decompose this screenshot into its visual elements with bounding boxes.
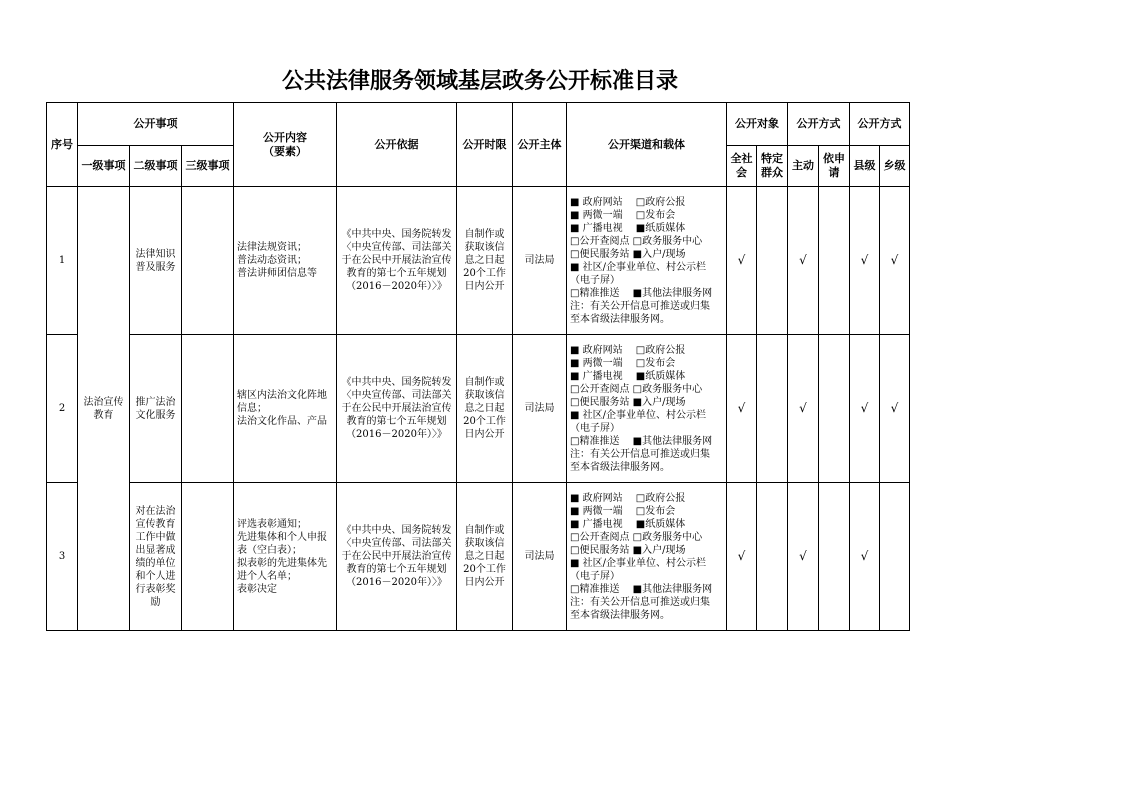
channel-cell [567, 335, 727, 483]
row-seq: 3 [47, 483, 78, 631]
header-target-all: 全社 会 [727, 146, 757, 187]
mode-request-check [819, 187, 850, 335]
channel-line: ■ 政府网站 □政府公报 [570, 344, 686, 356]
target-all-check: √ [727, 483, 757, 631]
basis-cell: 《中共中央、国务院转发 〈中央宣传部、司法部关 于在公民中开展法治宣传 教育的第七个五年规划 （2016－2020年）〉》 [337, 483, 457, 631]
header-target-specific: 特定 群众 [757, 146, 788, 187]
channel-line: ■ 广播电视 ■纸质媒体 [570, 370, 686, 382]
channel-line: □便民服务站 ■入户/现场 [570, 248, 686, 260]
header-subject: 公开主体 [513, 103, 567, 187]
channel-line: ■ 广播电视 ■纸质媒体 [570, 222, 686, 234]
target-specific-check [757, 335, 788, 483]
channel-line: □精准推送 ■其他法律服务网 [570, 435, 713, 447]
target-specific-check [757, 187, 788, 335]
target-all-check: √ [727, 335, 757, 483]
town-check: √ [880, 335, 910, 483]
level3-cell [182, 187, 234, 335]
time-cell: 自制作或 获取该信 息之日起 20个工作 日内公开 [457, 187, 513, 335]
channel-line: □便民服务站 ■入户/现场 [570, 544, 686, 556]
header-seq: 序号 [47, 103, 78, 187]
level3-cell [182, 483, 234, 631]
channel-line: ■ 两微一端 □发布会 [570, 209, 676, 221]
header-time: 公开时限 [457, 103, 513, 187]
county-check: √ [850, 335, 880, 483]
channel-line: 注：有关公开信息可推送或归集 [570, 596, 710, 608]
header-channel: 公开渠道和载体 [567, 103, 727, 187]
header-mode: 公开方式 [788, 103, 850, 146]
mode-active-check: √ [788, 187, 819, 335]
content-cell: 辖区内法治文化阵地 信息； 法治文化作品、产品 [234, 335, 337, 483]
header-level2: 二级事项 [130, 146, 182, 187]
channel-line: ■ 社区/企事业单位、村公示栏 [570, 261, 706, 273]
header-town: 乡级 [880, 146, 910, 187]
channel-line: （电子屏） [570, 570, 620, 582]
channel-line: □精准推送 ■其他法律服务网 [570, 583, 713, 595]
subject-cell: 司法局 [513, 483, 567, 631]
header-county: 县级 [850, 146, 880, 187]
row-seq: 1 [47, 187, 78, 335]
channel-line: ■ 社区/企事业单位、村公示栏 [570, 409, 706, 421]
level2-cell: 推广法治 文化服务 [130, 335, 182, 483]
row-seq: 2 [47, 335, 78, 483]
channel-line: ■ 广播电视 ■纸质媒体 [570, 518, 686, 530]
header-target: 公开对象 [727, 103, 788, 146]
channel-cell [567, 187, 727, 335]
channel-line: 至本省级法律服务网。 [570, 461, 670, 473]
header-mode-active: 主动 [788, 146, 819, 187]
time-cell: 自制作或 获取该信 息之日起 20个工作 日内公开 [457, 335, 513, 483]
page-title: 公共法律服务领域基层政务公开标准目录 [281, 69, 678, 94]
county-check: √ [850, 483, 880, 631]
header-basis: 公开依据 [337, 103, 457, 187]
header-level-mode: 公开方式 [850, 103, 910, 146]
channel-line: （电子屏） [570, 274, 620, 286]
channel-cell [567, 483, 727, 631]
catalog-table [46, 102, 910, 631]
header-level3: 三级事项 [182, 146, 234, 187]
channel-line: 注：有关公开信息可推送或归集 [570, 448, 710, 460]
channel-line: ■ 两微一端 □发布会 [570, 357, 676, 369]
channel-line: 至本省级法律服务网。 [570, 609, 670, 621]
mode-request-check [819, 483, 850, 631]
table-row [47, 187, 910, 335]
channel-line: ■ 政府网站 □政府公报 [570, 492, 686, 504]
subject-cell: 司法局 [513, 187, 567, 335]
level2-cell: 对在法治 宣传教育 工作中做 出显著成 绩的单位 和个人进 行表彰奖 励 [130, 483, 182, 631]
time-cell: 自制作或 获取该信 息之日起 20个工作 日内公开 [457, 483, 513, 631]
channel-line: □公开查阅点 □政务服务中心 [570, 531, 703, 543]
channel-line: （电子屏） [570, 422, 620, 434]
mode-active-check: √ [788, 335, 819, 483]
channel-line: □精准推送 ■其他法律服务网 [570, 287, 713, 299]
content-cell: 法律法规资讯； 普法动态资讯； 普法讲师团信息等 [234, 187, 337, 335]
table-row [47, 483, 910, 631]
level1-cell: 法治宣传 教育 [78, 187, 130, 631]
channel-line: □公开查阅点 □政务服务中心 [570, 383, 703, 395]
town-check [880, 483, 910, 631]
county-check: √ [850, 187, 880, 335]
channel-line: □便民服务站 ■入户/现场 [570, 396, 686, 408]
subject-cell: 司法局 [513, 335, 567, 483]
content-cell: 评选表彰通知； 先进集体和个人申报 表（空白表）； 拟表彰的先进集体先 进个人名单； 表彰决定 [234, 483, 337, 631]
mode-active-check: √ [788, 483, 819, 631]
table-row [47, 335, 910, 483]
channel-line: □公开查阅点 □政务服务中心 [570, 235, 703, 247]
target-all-check: √ [727, 187, 757, 335]
town-check: √ [880, 187, 910, 335]
basis-cell: 《中共中央、国务院转发 〈中央宣传部、司法部关 于在公民中开展法治宣传 教育的第七个五年规划 （2016－2020年）〉》 [337, 335, 457, 483]
channel-line: ■ 两微一端 □发布会 [570, 505, 676, 517]
header-content: 公开内容 （要素） [234, 103, 337, 187]
target-specific-check [757, 483, 788, 631]
channel-line: ■ 政府网站 □政府公报 [570, 196, 686, 208]
channel-line: 注：有关公开信息可推送或归集 [570, 300, 710, 312]
level3-cell [182, 335, 234, 483]
basis-cell: 《中共中央、国务院转发 〈中央宣传部、司法部关 于在公民中开展法治宣传 教育的第七个五年规划 （2016－2020年）〉》 [337, 187, 457, 335]
header-items: 公开事项 [78, 103, 234, 146]
header-level1: 一级事项 [78, 146, 130, 187]
channel-line: ■ 社区/企事业单位、村公示栏 [570, 557, 706, 569]
mode-request-check [819, 335, 850, 483]
level2-cell: 法律知识 普及服务 [130, 187, 182, 335]
header-mode-request: 依申 请 [819, 146, 850, 187]
channel-line: 至本省级法律服务网。 [570, 313, 670, 325]
